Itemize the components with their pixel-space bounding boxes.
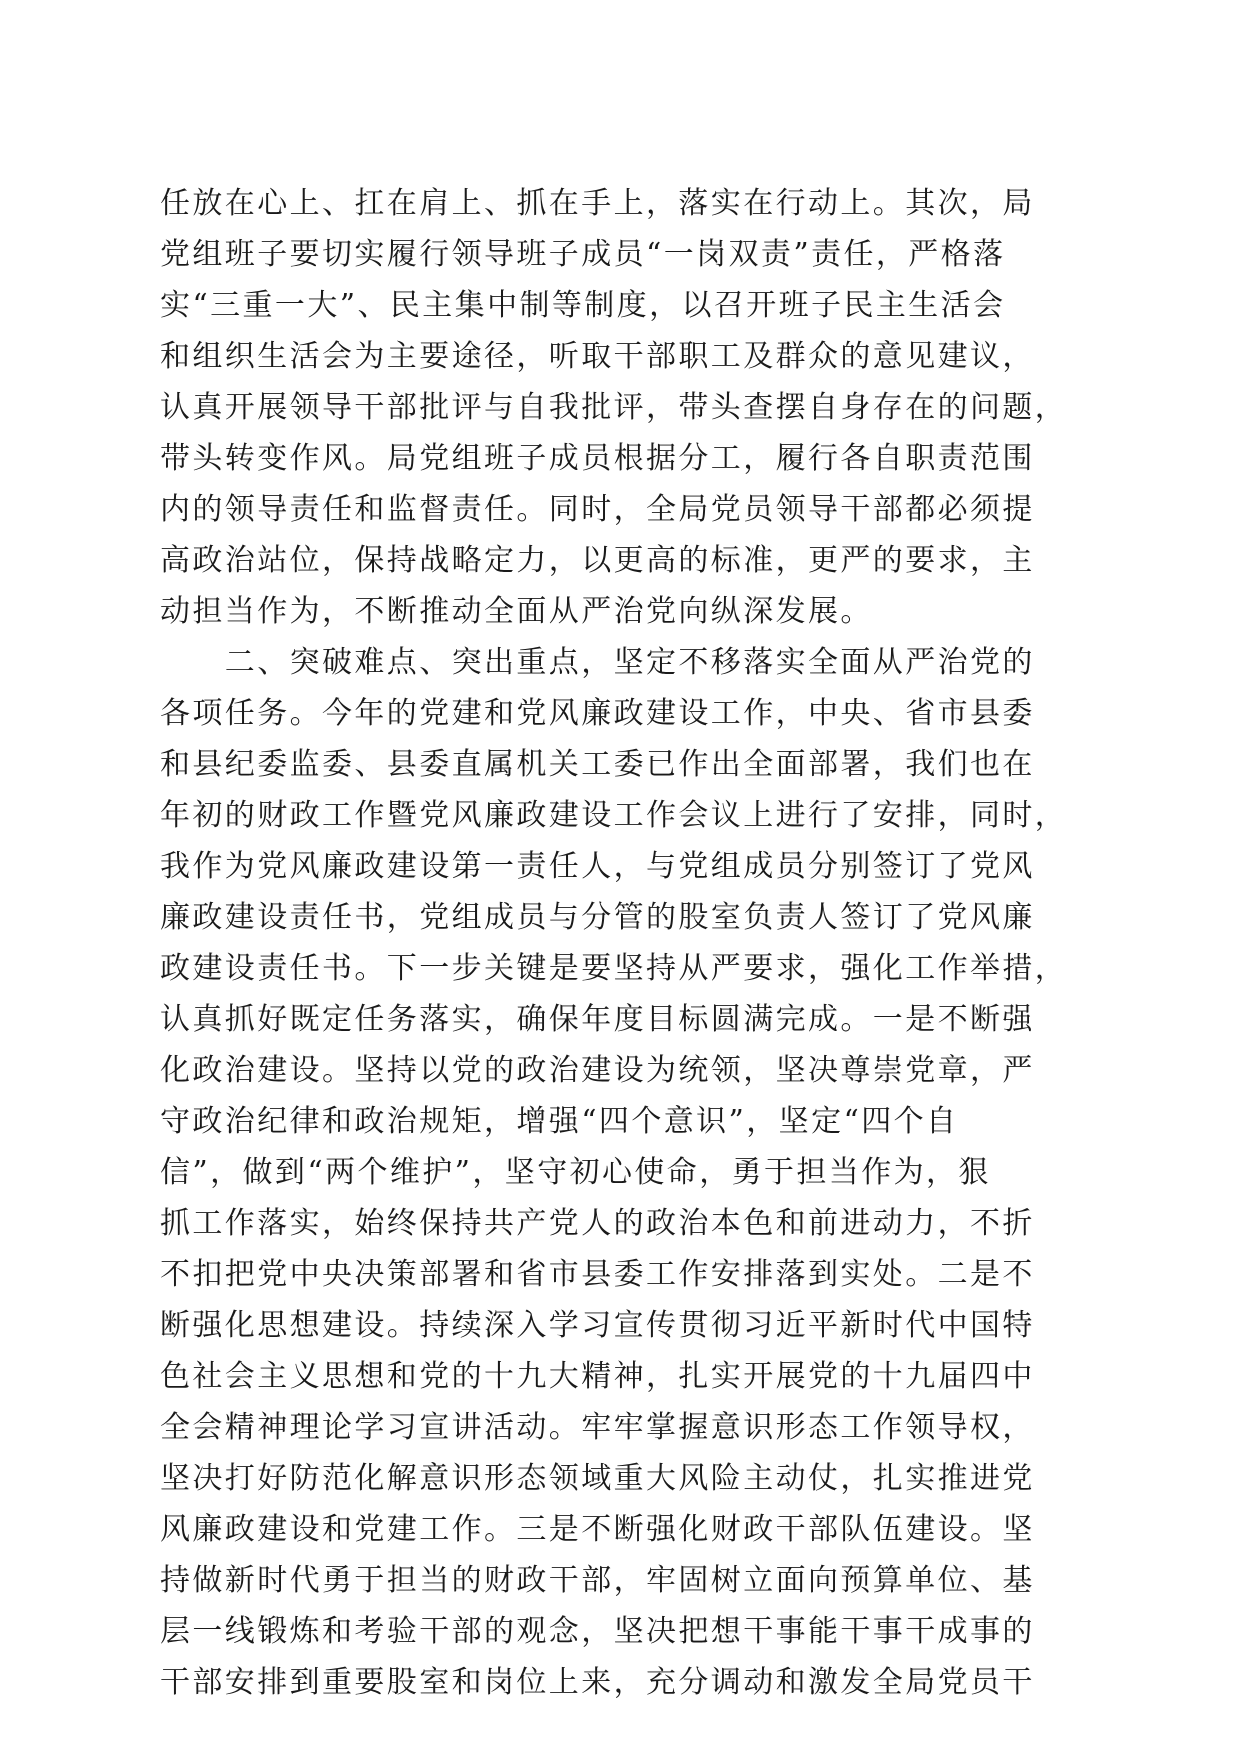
- text-line: 政建设责任书。下一步关键是要坚持从严要求，强化工作举措，: [160, 951, 1068, 986]
- text-line: 实“三重一大”、民主集中制等制度，以召开班子民主生活会: [160, 288, 1006, 323]
- section-heading-line: 二、突破难点、突出重点，坚定不移落实全面从严治党的: [160, 645, 1035, 680]
- text-line: 认真开展领导干部批评与自我批评，带头查摆自身存在的问题，: [160, 390, 1068, 425]
- document-body: [160, 178, 1075, 1708]
- text-line: 内的领导责任和监督责任。同时，全局党员领导干部都必须提: [160, 492, 1035, 527]
- text-line: 抓工作落实，始终保持共产党人的政治本色和前进动力，不折: [160, 1206, 1035, 1241]
- text-line: 持做新时代勇于担当的财政干部，牢固树立面向预算单位、基: [160, 1563, 1035, 1598]
- text-line: 色社会主义思想和党的十九大精神，扎实开展党的十九届四中: [160, 1359, 1035, 1394]
- text-line: 带头转变作风。局党组班子成员根据分工，履行各自职责范围: [160, 441, 1035, 476]
- text-line: 不扣把党中央决策部署和省市县委工作安排落到实处。二是不: [160, 1257, 1035, 1292]
- text-line: 全会精神理论学习宣讲活动。牢牢掌握意识形态工作领导权，: [160, 1410, 1035, 1445]
- text-line: 守政治纪律和政治规矩，增强“四个意识”，坚定“四个自: [160, 1104, 959, 1139]
- text-line: 动担当作为，不断推动全面从严治党向纵深发展。: [160, 594, 873, 629]
- text-line: 年初的财政工作暨党风廉政建设工作会议上进行了安排，同时，: [160, 798, 1068, 833]
- text-line: 层一线锻炼和考验干部的观念，坚决把想干事能干事干成事的: [160, 1614, 1035, 1649]
- text-line: 认真抓好既定任务落实，确保年度目标圆满完成。一是不断强: [160, 1002, 1035, 1037]
- text-line: 断强化思想建设。持续深入学习宣传贯彻习近平新时代中国特: [160, 1308, 1035, 1343]
- text-line: 各项任务。今年的党建和党风廉政建设工作，中央、省市县委: [160, 696, 1035, 731]
- text-line: 高政治站位，保持战略定力，以更高的标准，更严的要求，主: [160, 543, 1035, 578]
- text-line: 干部安排到重要股室和岗位上来，充分调动和激发全局党员干: [160, 1665, 1035, 1700]
- text-line: 任放在心上、扛在肩上、抓在手上，落实在行动上。其次，局: [160, 186, 1035, 221]
- text-line: 党组班子要切实履行领导班子成员“一岗双责”责任，严格落: [160, 237, 1006, 272]
- text-line: 化政治建设。坚持以党的政治建设为统领，坚决尊崇党章，严: [160, 1053, 1035, 1088]
- text-line: 和组织生活会为主要途径，听取干部职工及群众的意见建议，: [160, 339, 1035, 374]
- text-line: 风廉政建设和党建工作。三是不断强化财政干部队伍建设。坚: [160, 1512, 1035, 1547]
- text-line: 和县纪委监委、县委直属机关工委已作出全面部署，我们也在: [160, 747, 1035, 782]
- text-line: 坚决打好防范化解意识形态领域重大风险主动仗，扎实推进党: [160, 1461, 1035, 1496]
- text-line: 廉政建设责任书，党组成员与分管的股室负责人签订了党风廉: [160, 900, 1035, 935]
- text-line: 信”，做到“两个维护”，坚守初心使命，勇于担当作为，狠: [160, 1155, 991, 1190]
- text-line: 我作为党风廉政建设第一责任人，与党组成员分别签订了党风: [160, 849, 1035, 884]
